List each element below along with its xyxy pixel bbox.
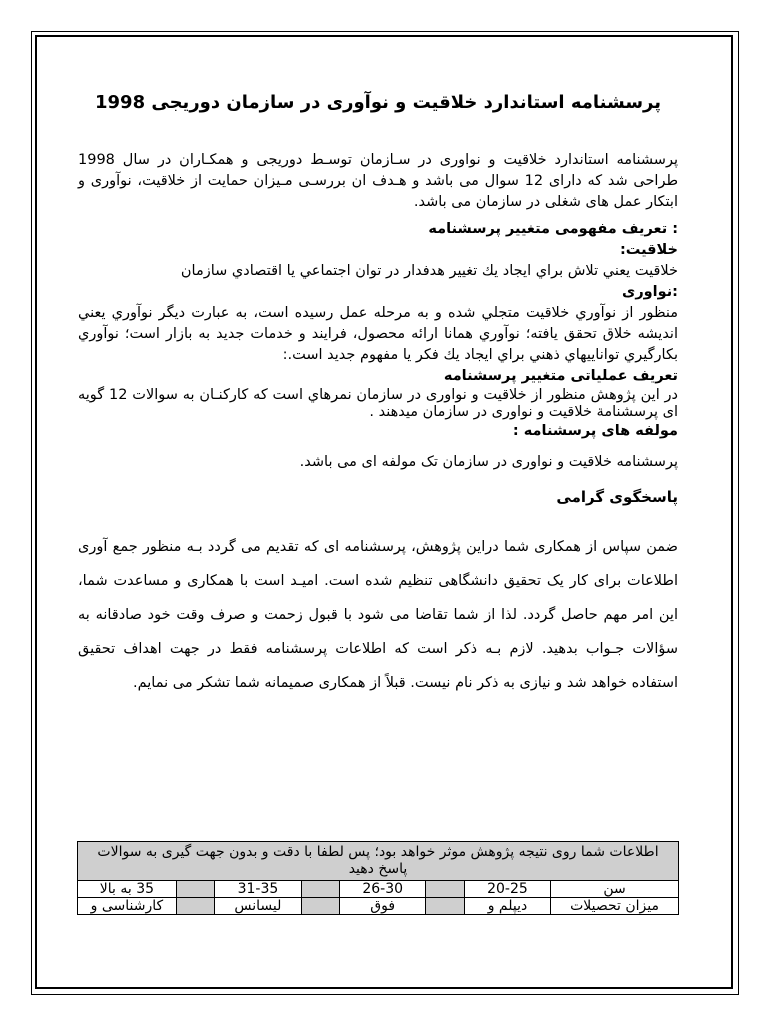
table-row: [78, 898, 679, 915]
row-label-age: سن: [551, 881, 679, 898]
row-label-education: میزان تحصیلات: [551, 898, 679, 915]
respondent-message: ضمن سپاس از همکاری شما دراين پژوهش، پرسشنامه ای که تقديم می گردد بـه منظور جمع آوری اطلاعات برای کار يک تحقيق دانشگاهی تنظيم شده است. اميـد است با همکاری و مساعدت شما، اين امر مهم حاصل گردد. لذا از شما تقاضا می شود با قبول زحمت و صرف وقت خود صادقانه به سؤالات جـواب بدهيد. لازم بـه ذکر است که اطلاعات پرسشنامه فقط در جهت اهداف تحقيق استفاده خواهد شد و نيازی به ذکر نام نيست. قبلاً از همکاری صميمانه شما تشکر می نمايم.: [78, 539, 678, 691]
answer-checkbox[interactable]: [301, 881, 339, 898]
concept-heading: : تعریف مفهومی متغییر پرسشنامه: [428, 221, 678, 237]
components-heading: مولفه های پرسشنامه :: [512, 423, 678, 439]
table-row: [78, 881, 679, 898]
respondent-heading: پاسخگوی گرامی: [556, 488, 678, 506]
option-label: 31-35: [215, 881, 301, 898]
creativity-label: خلاقیت:: [619, 242, 678, 258]
option-label: 35 به بالا: [78, 881, 177, 898]
creativity-definition: خلاقيت يعني تلاش براي ايجاد يك تغيير هدفدار در توان اجتماعي يا اقتصادي سازمان: [180, 263, 678, 279]
demographics-table: [77, 841, 679, 915]
option-label: 26-30: [340, 881, 426, 898]
operational-definition: در این پژوهش منظور از خلاقیت و نواوری در سازمان نمرهاي است که کارکنـان به سوالات 12 گویه ای پرسشنامة خلاقیت و نواوری در سازمان میدهند .: [78, 387, 679, 420]
innovation-definition: منظور از نوآوري خلاقيت متجلي شده و به مرحله عمل رسيده است، به عبارت ديگر نوآوري يعني انديشه خلاق تحقق يافته؛ نوآوري همانا ارائه محصول، فرايند و خدمات جديد به بازار است؛ نوآوري بكارگيري تواناييهاي ذهني براي ايجاد يك فكر يا مفهوم جديد است.:: [78, 305, 678, 363]
components-text: پرسشنامه خلاقیت و نواوری در سازمان تک مولفه ای می باشد.: [299, 454, 678, 470]
answer-checkbox[interactable]: [426, 898, 464, 915]
table-header-row: [78, 842, 679, 881]
innovation-label: :نواوری: [622, 284, 678, 300]
operational-heading: تعریف عملیاتی متغییر پرسشنامه: [443, 368, 678, 384]
table-header-cell: اطلاعات شما روی نتیجه پژوهش موثر خواهد بود؛ پس لطفا با دقت و بدون جهت گیری به سوالات پاسخ دهید: [78, 842, 679, 881]
answer-checkbox[interactable]: [176, 881, 214, 898]
option-label: کارشناسی و: [78, 898, 177, 915]
answer-checkbox[interactable]: [426, 881, 464, 898]
option-label: فوق: [340, 898, 426, 915]
option-label: لیسانس: [215, 898, 301, 915]
intro-paragraph: پرسشنامه استاندارد خلاقیت و نواوری در سـازمان توسـط دوریجی و همکـاران در سال 1998 طراحی شد که دارای 12 سوال می باشد و هـدف ان بررسـی مـیزان حمایت از خلاقیت، نوآوری و ابتکار عمل های شغلی در سازمان می باشد.: [78, 152, 678, 210]
answer-checkbox[interactable]: [301, 898, 339, 915]
option-label: دیپلم و: [464, 898, 550, 915]
document-title: پرسشنامه استاندارد خلاقیت و نوآوری در سازمان دوریجی 1998: [95, 92, 661, 113]
document-body: [78, 90, 678, 700]
answer-checkbox[interactable]: [176, 898, 214, 915]
option-label: 20-25: [464, 881, 550, 898]
